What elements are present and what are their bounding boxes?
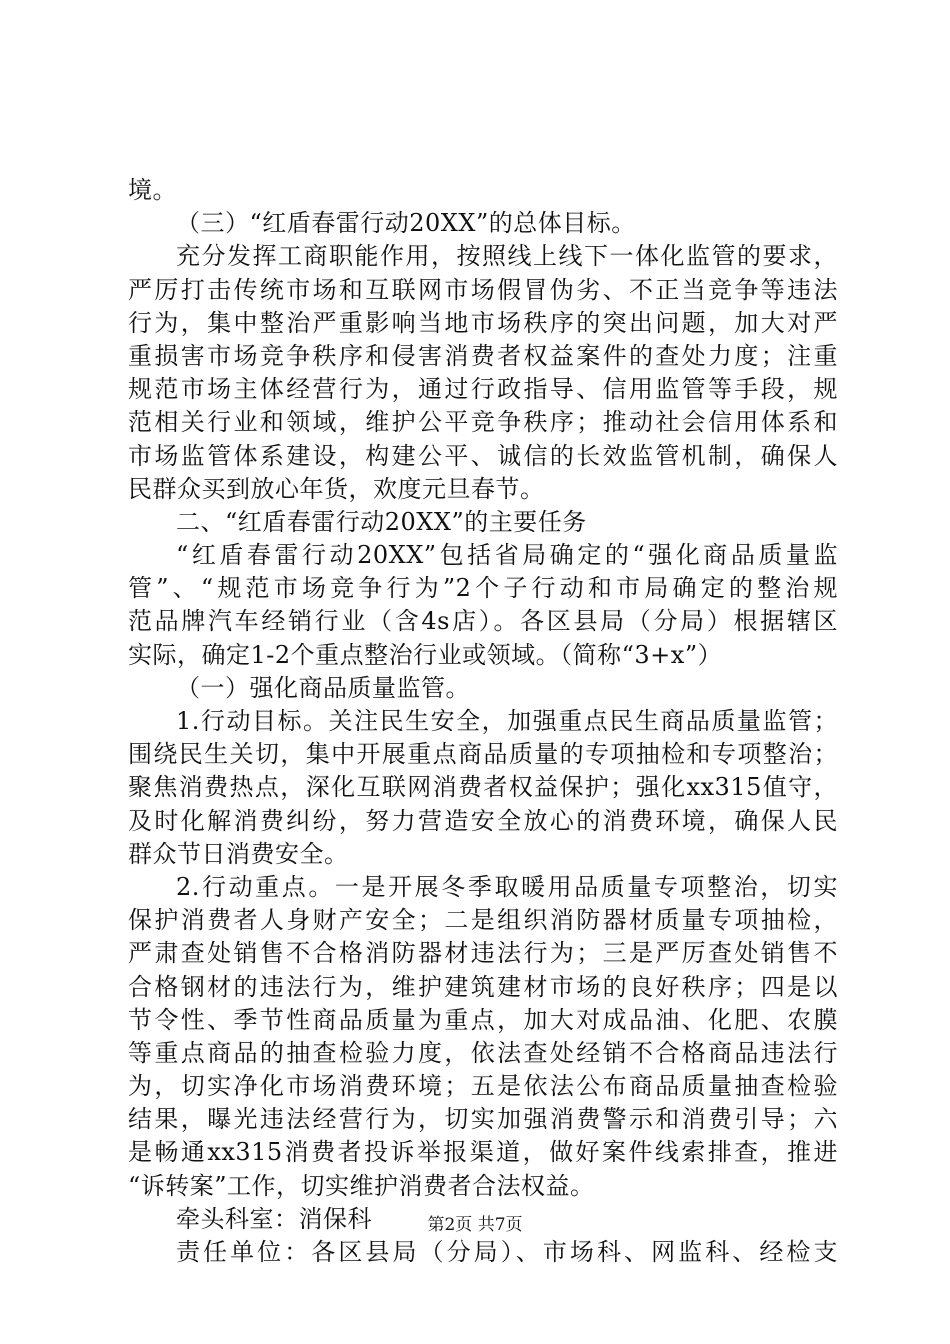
text-line: 管”、“规范市场竞争行为”2个子行动和市局确定的整治规 [128,574,838,603]
text-line: “诉转案”工作，切实维护消费者合法权益。 [128,1171,595,1200]
text-line: 牵头科室：消保科 [176,1204,372,1233]
document-body [128,174,838,1269]
text-line: （一）强化商品质量监管。 [176,673,470,702]
text-line: 范相关行业和领域，维护公平竞争秩序；推动社会信用体系和 [128,408,838,437]
text-line: 群众节日消费安全。 [128,839,349,868]
text-line: 严肃查处销售不合格消防器材违法行为；三是严厉查处销售不 [128,939,838,968]
text-line: 2.行动重点。一是开展冬季取暖用品质量专项整治，切实 [176,872,838,901]
text-line: 实际，确定1-2个重点整治行业或领域。（简称“3+x”） [128,640,723,669]
text-line: 是畅通xx315消费者投诉举报渠道，做好案件线索排查，推进 [128,1138,838,1167]
text-line: 等重点商品的抽查检验力度，依法查处经销不合格商品违法行 [128,1038,838,1067]
text-line: 市场监管体系建设，构建公平、诚信的长效监管机制，确保人 [128,441,838,470]
text-line: 严厉打击传统市场和互联网市场假冒伪劣、不正当竞争等违法 [128,275,838,304]
text-line: 充分发挥工商职能作用，按照线上线下一体化监管的要求， [176,242,838,271]
text-line: 范品牌汽车经销行业（含4s店）。各区县局（分局）根据辖区 [128,607,838,636]
text-line: 为，切实净化市场消费环境；五是依法公布商品质量抽查检验 [128,1072,838,1101]
text-line: 聚焦消费热点，深化互联网消费者权益保护；强化xx315值守， [128,773,838,802]
text-line: 二、“红盾春雷行动20XX”的主要任务 [176,507,587,536]
text-line: 民群众买到放心年货，欢度元旦春节。 [128,474,545,503]
text-line: 节令性、季节性商品质量为重点，加大对成品油、化肥、农膜 [128,1005,838,1034]
text-line: 境。 [128,176,177,204]
text-line: 合格钢材的违法行为，维护建筑建材市场的良好秩序；四是以 [128,972,838,1001]
text-line: （三）“红盾春雷行动20XX”的总体目标。 [176,209,636,238]
text-line: 行为，集中整治严重影响当地市场秩序的突出问题，加大对严 [128,308,838,337]
text-line: 围绕民生关切，集中开展重点商品质量的专项抽检和专项整治； [128,740,838,769]
text-line: 及时化解消费纠纷，努力营造安全放心的消费环境，确保人民 [128,806,838,835]
text-line: “红盾春雷行动20XX”包括省局确定的“强化商品质量监 [176,541,838,570]
text-line: 1.行动目标。关注民生安全，加强重点民生商品质量监管； [176,707,838,735]
text-line: 重损害市场竞争秩序和侵害消费者权益案件的查处力度；注重 [128,341,838,370]
page-footer: 第2页 共7页 [427,1215,523,1235]
text-line: 规范市场主体经营行为，通过行政指导、信用监管等手段，规 [128,375,838,404]
text-line: 责任单位：各区县局（分局）、市场科、网监科、经检支 [176,1238,838,1266]
text-line: 结果，曝光违法经营行为，切实加强消费警示和消费引导；六 [128,1105,838,1134]
text-line: 保护消费者人身财产安全；二是组织消防器材质量专项抽检， [128,906,838,935]
